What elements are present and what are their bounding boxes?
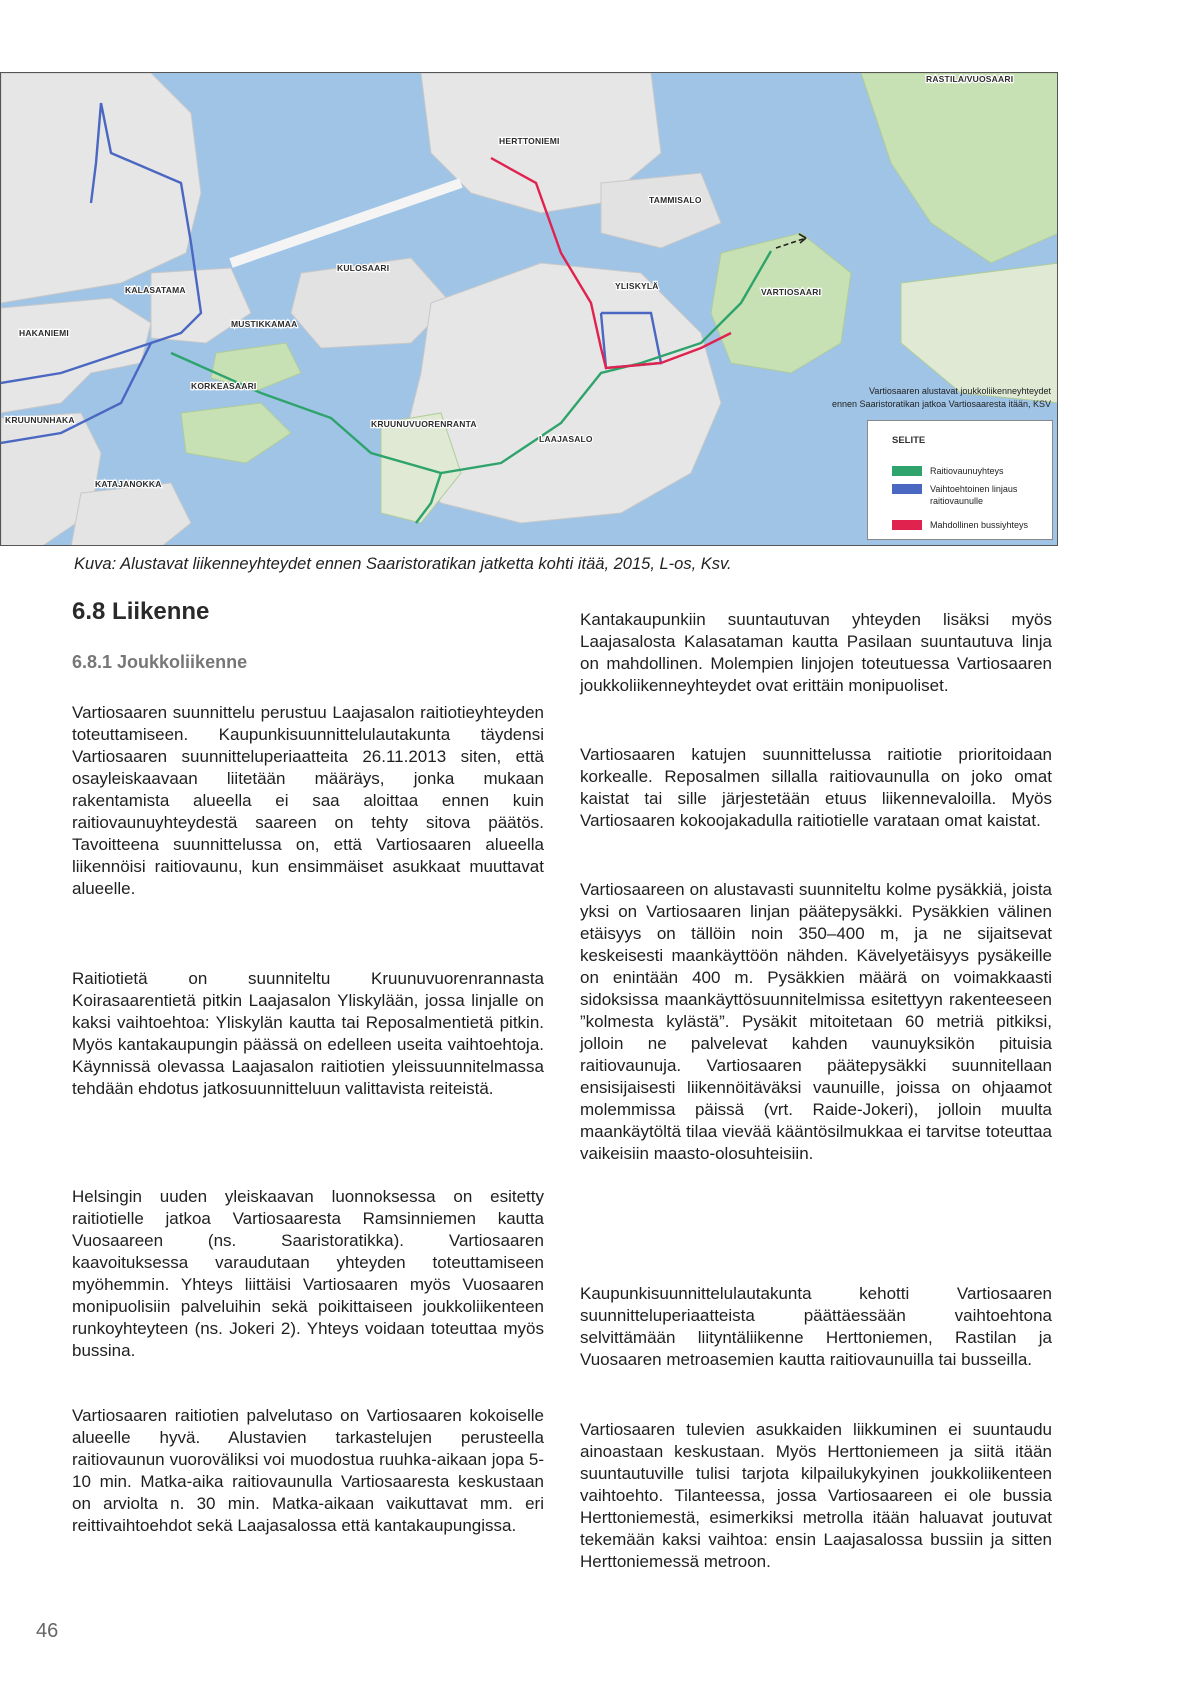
label-korkeasaari: KORKEASAARI bbox=[191, 381, 257, 391]
legend-swatch-blue bbox=[892, 484, 922, 494]
subsection-title: 6.8.1 Joukkoliikenne bbox=[72, 652, 248, 672]
label-kruunuvuorenranta: KRUUNUVUORENRANTA bbox=[371, 419, 477, 429]
label-katajanokka: KATAJANOKKA bbox=[95, 479, 162, 489]
legend-label: Mahdollinen bussiyhteys bbox=[930, 520, 1029, 530]
paragraph: Vartiosaaren suunnittelu perustuu Laajasalon raitiotieyhteyden toteuttamiseen. Kaupunkisuunnittelulautakunta täydensi Vartiosaaren suunnitteluperiaatteita 26.11.2013 siten, että osayleiskaavaan liitetään määräys, jonka mukaan rakentamista alueella ei saa aloittaa ennen kuin raitiovaunuyhteydestä saareen on tehty sitova päätös. Tavoitteena suunnittelussa on, että Vartiosaaren alueella liikennöisi raitiovaunu, kun ensimmäiset asukkaat muuttavat alueelle. bbox=[72, 703, 544, 898]
legend-title: SELITE bbox=[892, 435, 926, 446]
label-laajasalo: LAAJASALO bbox=[539, 434, 593, 444]
page-number: 46 bbox=[36, 1620, 59, 1642]
paragraph: Helsingin uuden yleiskaavan luonnoksessa on esitetty raitiotielle jatkoa Vartiosaaresta Ramsinniemen kautta Vuosaareen (ns. Saaristoratikka). Vartiosaaren kaavoituksessa varaudutaan yhteyden toteuttamiseen myöhemmin. Yhteys liittäisi Vartiosaaren myös Vuosaaren monipuolisiin palveluihin sekä poikittaiseen joukkoliikenteen runkoyhteyteen (ns. Jokeri 2). Yhteys voidaan toteuttaa myös bussina. bbox=[72, 1187, 544, 1360]
paragraph: Vartiosaaren katujen suunnittelussa raitiotie prioritoidaan korkealle. Reposalmen sillalla raitiovaunulla on joko omat kaistat tai sille järjestetään etuus liikennevaloilla. Myös Vartiosaaren kokoojakadulla raitiotielle varataan omat kaistat. bbox=[580, 745, 1052, 830]
land-katajanokka bbox=[71, 483, 191, 546]
label-kulosaari: KULOSAARI bbox=[337, 263, 390, 273]
paragraph: Vartiosaareen on alustavasti suunniteltu kolme pysäkkiä, joista yksi on Vartiosaaren linjan päätepysäkki. Pysäkkien välinen etäisyys on tällöin noin 350–400 m, ja ne sijaitsevat keskeisesti maankäyttöön nähden. Kävelyetäisyys pysäkeille on enintään 400 m. Pysäkkien määrä on voimakkaasti sidoksissa maankäyttösuunnitelmissa esitettyyn rakenteeseen ”kolmesta kylästä”. Pysäkit mitoitetaan 60 metriä pitkiksi, jolloin ne palvelevat kahden vaunuyksikön pituisia raitiovaunuja. Vartiosaaren päätepysäkki suunnitellaan ensisijaisesti liikennöitäväksi vaunuille, joissa on ohjaamot molemmissa päissä (vrt. Raide-Jokeri), jolloin muulta maankäytöltä tilaa vievää kääntösilmukkaa ei tarvitse toteuttaa vaikeisiin maasto-olosuhteisiin. bbox=[580, 880, 1052, 1163]
map-legend bbox=[867, 420, 1053, 540]
label-mustikkamaa: MUSTIKKAMAA bbox=[231, 319, 298, 329]
label-kruununhaka: KRUUNUNHAKA bbox=[5, 415, 75, 425]
paragraph: Kantakaupunkiin suuntautuvan yhteyden lisäksi myös Laajasalosta Kalasataman kautta Pasilaan suuntautuva linja on mahdollinen. Molempien linjojen toteutuessa Vartiosaaren joukkoliikenneyhteydet ovat erittäin monipuoliset. bbox=[580, 610, 1052, 695]
label-hakaniemi: HAKANIEMI bbox=[19, 328, 69, 338]
legend-label: Raitiovaunuyhteys bbox=[930, 466, 1004, 476]
legend-swatch-green bbox=[892, 466, 922, 476]
label-vartiosaari: VARTIOSAARI bbox=[761, 287, 822, 297]
paragraph: Raitiotietä on suunniteltu Kruunuvuorenrannasta Koirasaarentietä pitkin Laajasalon Yliskylään, jossa linjalle on kaksi vaihtoehtoa: Yliskylän kautta tai Reposalmentietä pitkin. Myös kantakaupungin päässä on edelleen useita vaihtoehtoja. Käynnissä olevassa Laajasalon raitiotien yleissuunnitelmassa tehdään ehdotus jatkosuunnitteluun valittavista reiteistä. bbox=[72, 969, 544, 1098]
label-yliskyla: YLISKYLÄ bbox=[615, 281, 659, 291]
legend-swatch-red bbox=[892, 520, 922, 530]
map-note bbox=[761, 385, 1051, 411]
paragraph: Vartiosaaren raitiotien palvelutaso on Vartiosaaren kokoiselle alueelle hyvä. Alustavien tarkastelujen perusteella raitiovaunun vuoroväliksi voi muodostua ruuhka-aikaan jopa 5-10 min. Matka-aika raitiovaunulla Vartiosaaresta keskustaan on arviolta n. 30 min. Matka-aikaan vaikuttavat mm. eri reittivaihtoehdot sekä Laajasalossa että kantakaupungissa. bbox=[72, 1406, 544, 1535]
section-title: 6.8 Liikenne bbox=[72, 598, 210, 625]
label-rastila-vuosaari: RASTILA/VUOSAARI bbox=[926, 74, 1014, 84]
map-note-line2: ennen Saaristoratikan jatkoa Vartiosaaresta itään, KSV bbox=[832, 399, 1051, 409]
figure-caption: Kuva: Alustavat liikenneyhteydet ennen Saaristoratikan jatketta kohti itää, 2015, L-os, Ksv. bbox=[74, 555, 732, 573]
label-herttoniemi: HERTTONIEMI bbox=[499, 136, 560, 146]
legend-label: Vaihtoehtoinen linjaus raitiovaunulle bbox=[930, 484, 1018, 506]
label-kalasatama: KALASATAMA bbox=[125, 285, 186, 295]
paragraph: Kaupunkisuunnittelulautakunta kehotti Vartiosaaren suunnitteluperiaatteista päättäessään vaihtoehtona selvittämään liityntäliikenne Herttoniemen, Rastilan ja Vuosaaren metroasemien kautta raitiovaunuilla tai busseilla. bbox=[580, 1284, 1052, 1369]
paragraph: Vartiosaaren tulevien asukkaiden liikkuminen ei suuntaudu ainoastaan keskustaan. Myös Herttoniemeen ja siitä itään suuntautuville tulisi tarjota kilpailukykyinen joukkoliikenteen vaihtoehto. Tilanteessa, jossa Vartiosaareen ei ole bussia Herttoniemestä, esimerkiksi metrolla itään haluavat joutuvat tekemään kaksi vaihtoa: ensin Laajasalossa bussiin ja sitten Herttoniemessä metroon. bbox=[580, 1420, 1052, 1571]
map-note-line1: Vartiosaaren alustavat joukkoliikenneyhteydet bbox=[869, 386, 1051, 396]
label-tammisalo: TAMMISALO bbox=[649, 195, 702, 205]
